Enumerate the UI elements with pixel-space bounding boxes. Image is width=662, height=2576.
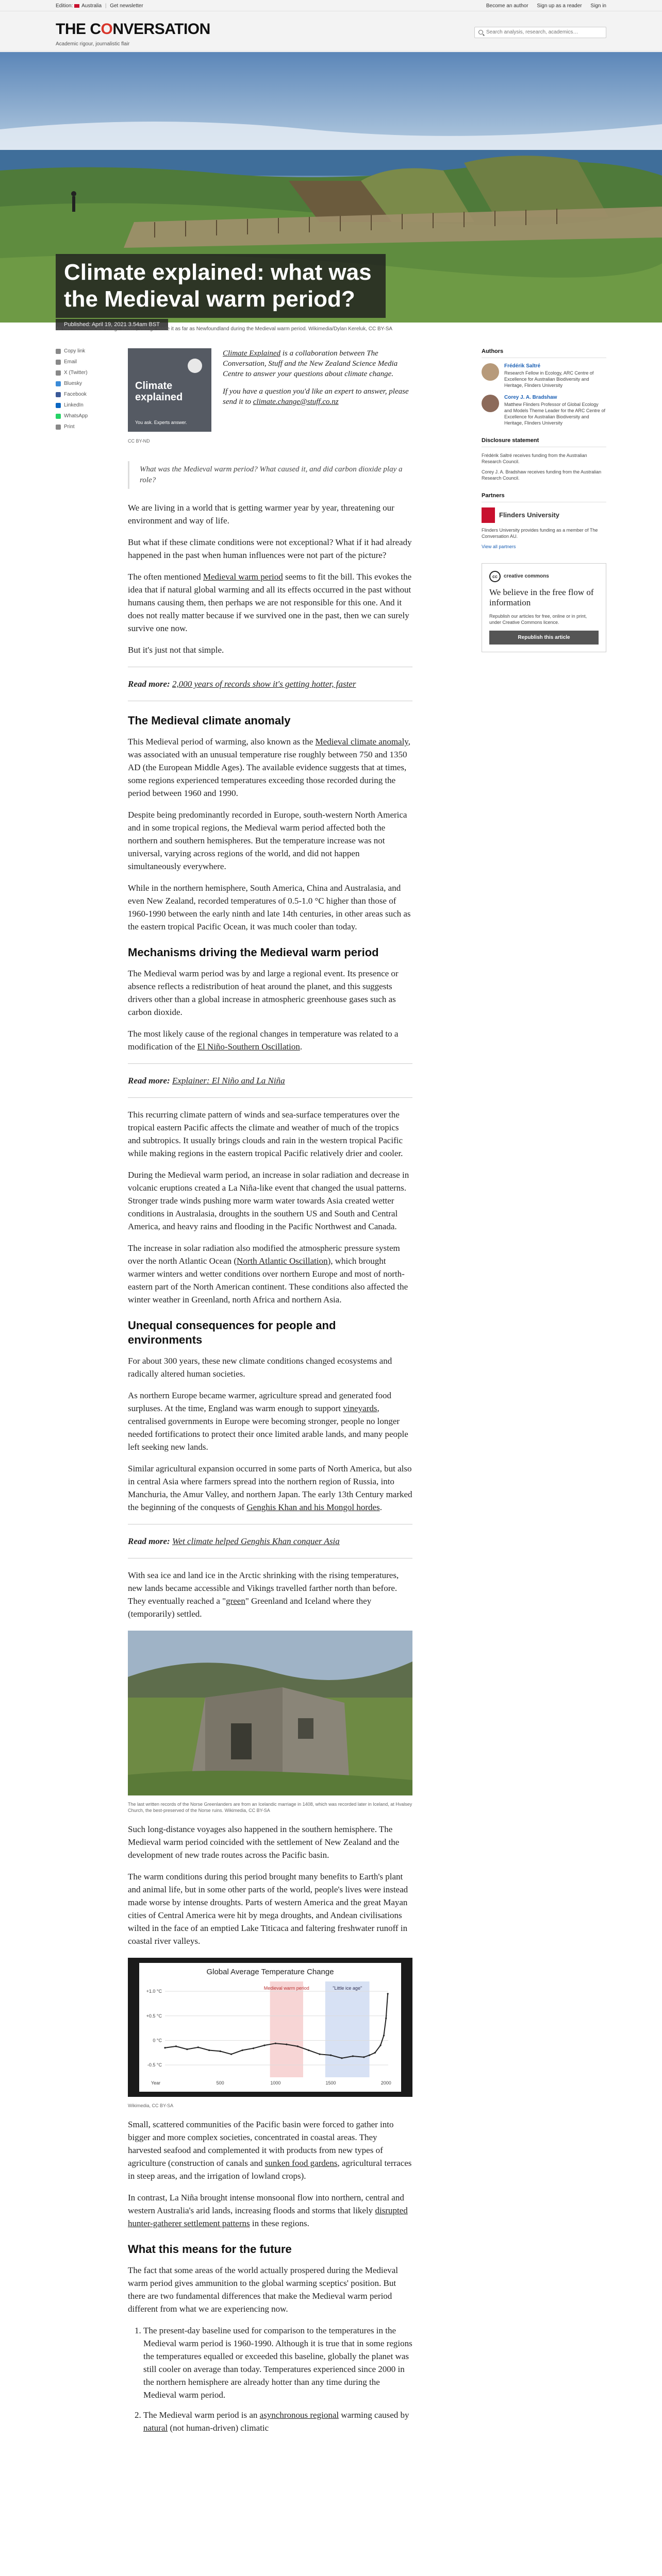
unequal-paragraph-1: For about 300 years, these new climate conditions changed ecosystems and radically altered human societies. — [128, 1356, 392, 1379]
creative-commons-logo — [489, 571, 599, 582]
search-input[interactable] — [474, 27, 606, 38]
promo-question-text: If you have a question you'd like an expert to answer, please send it to — [223, 387, 409, 406]
hunter-gatherer-link[interactable]: disrupted hunter-gatherer settlement patterns — [128, 2206, 408, 2228]
temperature-data-point — [164, 2047, 166, 2048]
view-partners-link[interactable]: View all partners — [482, 544, 516, 549]
temperature-data-point — [208, 2049, 210, 2051]
search-placeholder: Search analysis, research, academics… — [486, 29, 578, 35]
x-tick-label: 1500 — [325, 2080, 336, 2086]
temperature-chart[interactable] — [128, 1958, 412, 2097]
whatsapp-icon — [56, 414, 61, 419]
natural-link[interactable]: natural — [143, 2423, 168, 2433]
green-greenland-link[interactable]: green — [226, 1596, 245, 1606]
mechanisms-paragraph-3: This recurring climate pattern of winds and sea-surface temperatures over the tropical eastern Pacific affects the climate and weather of much of the tropics and subtropics. It usually brings clouds and rain in the western tropical Pacific while making regions in the eastern tropical Pacific relatively drier and cooler. — [128, 1110, 403, 1158]
x-tick-label: Year — [151, 2080, 161, 2086]
logo-text-left: THE C — [56, 21, 101, 38]
medieval-warm-band — [270, 1981, 303, 2077]
read-more-3-link[interactable]: Wet climate helped Genghis Khan conquer Asia — [172, 1536, 340, 1546]
x-tick-label: 2000 — [380, 2080, 391, 2086]
top-utility-bar — [0, 0, 662, 11]
author-avatar — [482, 363, 499, 381]
read-more-2: Read more: Explainer: El Niño and La Niña — [128, 1076, 285, 1086]
temperature-data-point — [297, 2045, 299, 2047]
intro-paragraph-2: But what if these climate conditions were not exceptional? What if it had already happened in the past when human influences were not part of the picture? — [128, 537, 412, 560]
become-author-link[interactable]: Become an author — [486, 3, 528, 9]
mechanisms-paragraph-5: The increase in solar radiation also modified the atmospheric pressure system over the north Atlantic Ocean (North Atlantic Oscillation), which brought warmer winters and wetter conditions over northern Europe and most of north-eastern part of the North American continent. These conditions also affected the winter weather in Greenland, north Africa and northern Asia. — [128, 1243, 408, 1304]
partner-text: Flinders University provides funding as a member of The Conversation AU. — [482, 528, 598, 539]
partners-heading: Partners — [482, 493, 606, 502]
published-date: Published: April 19, 2021 3.54am BST — [56, 319, 168, 330]
creative-commons-icon: cc — [489, 571, 501, 582]
unequal-paragraph-5: Such long-distance voyages also happened in the southern hemisphere. The Medieval warm period coincided with the settlement of New Zealand and the development of new trade routes across the Pacific basin. — [128, 1824, 400, 1860]
vineyards-link[interactable]: vineyards — [343, 1403, 377, 1413]
y-tick-label: +1.0 °C — [146, 1989, 162, 1994]
promo-description: is a collaboration between The Conversation, Stuff and the New Zealand Science Media Centre to answer your questions about climate change. — [223, 349, 398, 378]
x-icon — [56, 370, 61, 376]
temperature-chart-figure — [128, 1958, 412, 2109]
sign-in-link[interactable]: Sign in — [590, 3, 606, 9]
temperature-data-point — [308, 2049, 309, 2051]
read-more-3: Read more: Wet climate helped Genghis Khan conquer Asia — [128, 1536, 340, 1546]
temperature-data-point — [363, 2056, 365, 2058]
future-list-item-2: 2. The Medieval warm period is an asynchronous regional warming caused by natural (not human-driven) climatic — [143, 2409, 412, 2434]
republish-button[interactable]: Republish this article — [489, 631, 599, 645]
disclosure-heading: Disclosure statement — [482, 437, 606, 447]
mechanisms-paragraph-1: The Medieval warm period was by and large a regional event. Its presence or absence reflects a redistribution of heat around the planet, and this suggests drivers other than a global increase in atmospheric greenhouse gases such as carbon dioxide. — [128, 969, 399, 1017]
author-description: Matthew Flinders Professor of Global Ecology and Models Theme Leader for the ARC Centre of Excellence for Australian Biodiversity and Heritage, Flinders University — [504, 402, 605, 426]
temperature-data-point — [220, 2050, 221, 2052]
temperature-data-point — [230, 2054, 232, 2055]
disclosure-text: Frédérik Saltré receives funding from the Australian Research Council. — [482, 453, 587, 464]
republish-text: Republish our articles for free, online or in print, under Creative Commons licence. — [489, 614, 587, 625]
author-name[interactable]: Corey J. A. Bradshaw — [504, 395, 557, 400]
future-list-item-1: 1. The present-day baseline used for comparison to the temperatures in the Medieval warm period is 1960-1990. Although it is true that in some regions the temperatures equalled or exceeded this baseline, globally the planet was still cooler on average than today. Temperatures experienced since 2000 in the northern hemisphere are already hotter than any time during the Medieval warm period. — [143, 2324, 412, 2401]
share-column — [56, 348, 97, 435]
hero-caption: As this reconstructed village shows, Vikings made it as far as Newfoundland during the Medieval warm period. Wikimedia/Dylan Kereluk, CC BY-SA — [56, 326, 393, 332]
unequal-paragraph-8: In contrast, La Niña brought intense monsoonal flow into northern, central and western Australia's arid lands, increasing floods and storms that likely disrupted hunter-gatherer settlement patterns in these regions. — [128, 2193, 408, 2228]
climate-explained-promo — [128, 348, 412, 432]
climate-explained-link[interactable]: Climate Explained — [223, 349, 281, 358]
temperature-data-point — [286, 2043, 287, 2045]
temperature-data-point — [186, 2048, 188, 2050]
x-tick-label: 1000 — [270, 2080, 281, 2086]
unequal-paragraph-6: The warm conditions during this period brought many benefits to Earth's plant and animal life, but in some other parts of the world, people's lives were instead made worse by intense droughts. Parts of western America and the great Mayan cities of Central America were hit by mega droughts, and Andean civilisations wilted in the face of an emptied Lake Titicaca and faltering freshwater runoff in coastal river valleys. — [128, 1872, 408, 1946]
email-icon — [56, 360, 61, 365]
intro-paragraph-1: We are living in a world that is getting warmer year by year, threatening our environment and way of life. — [128, 503, 394, 526]
site-header — [0, 11, 662, 52]
author-name[interactable]: Frédérik Saltré — [504, 363, 541, 369]
climate-explained-image — [128, 348, 211, 432]
north-atlantic-oscillation-link[interactable]: North Atlantic Oscillation — [237, 1256, 328, 1266]
read-more-1-link[interactable]: 2,000 years of records show it's getting hotter, faster — [172, 679, 356, 689]
genghis-khan-link[interactable]: Genghis Khan and his Mongol hordes — [246, 1502, 380, 1512]
share-whatsapp[interactable] — [56, 413, 97, 419]
author-description: Research Fellow in Ecology, ARC Centre of Excellence for Australian Biodiversity and Heritage, Flinders University — [504, 370, 594, 388]
republish-blurb: We believe in the free flow of information — [489, 587, 594, 607]
annotation-little-ice-age: "Little ice age" — [333, 1986, 362, 1991]
link-icon — [56, 349, 61, 354]
y-tick-label: 0 °C — [153, 2038, 162, 2043]
share-label: Email — [64, 359, 77, 365]
annotation-medieval-warm-period: Medieval warm period — [263, 1986, 309, 1991]
climate-email-link[interactable]: climate.change@stuff.co.nz — [253, 398, 339, 406]
disclosure-block — [482, 437, 606, 481]
promo-license: CC BY-ND — [128, 438, 150, 444]
intro-paragraph-3: The often mentioned Medieval warm period seems to fit the bill. This evokes the idea that if natural global warming and all its effects occurred in the past without humans causing them, then perhaps we are not responsible for this one. And it does not really matter because if we survived one in the past, then we can surely survive one now. — [128, 572, 412, 633]
share-label: Print — [64, 424, 75, 430]
read-more-2-link[interactable]: Explainer: El Niño and La Niña — [172, 1076, 285, 1086]
authors-heading: Authors — [482, 348, 606, 358]
medieval-warm-period-link[interactable]: Medieval warm period — [203, 572, 283, 582]
hvalsey-church-figure — [128, 1631, 412, 1814]
article-sidebar — [482, 348, 606, 652]
moon-icon — [188, 359, 202, 373]
site-logo[interactable] — [56, 21, 210, 38]
temperature-data-point — [379, 2044, 381, 2046]
republish-box — [482, 563, 606, 652]
share-label: LinkedIn — [64, 402, 84, 408]
article-title: Climate explained: what was the Medieval warm period? — [56, 254, 386, 318]
share-facebook[interactable] — [56, 392, 97, 397]
temperature-data-point — [319, 2054, 320, 2055]
temperature-data-point — [369, 2054, 370, 2056]
linkedin-icon — [56, 403, 61, 408]
temperature-data-point — [241, 2049, 243, 2051]
edition-selector[interactable]: Edition: Australia | Get newsletter — [56, 3, 143, 9]
temperature-data-point — [385, 2018, 387, 2019]
hero-image — [0, 52, 662, 328]
el-nino-southern-oscillation-link[interactable]: El Niño-Southern Oscillation — [197, 1042, 300, 1052]
reader-question: What was the Medieval warm period? What caused it, and did carbon dioxide play a role? — [128, 461, 412, 489]
unequal-paragraph-4: With sea ice and land ice in the Arctic shrinking with the rising temperatures, new lands became accessible and Vikings travelled farther north than before. They eventually reached a "green" Greenland and Iceland where they (temporarily) settled. — [128, 1570, 399, 1619]
heading-anomaly: The Medieval climate anomaly — [128, 714, 291, 727]
future-paragraph-1: The fact that some areas of the world actually prospered during the Medieval warm period gives ammunition to the global warming sceptics' position. But there are two fundamental differences that make the Medieval warm period different from what we are experiencing now. — [128, 2265, 398, 2314]
edition-label: Edition: — [56, 3, 73, 9]
temperature-data-point — [387, 1993, 389, 1994]
promo-image-subtitle: You ask. Experts answer. — [135, 420, 187, 425]
share-label: Copy link — [64, 348, 86, 354]
temperature-data-point — [175, 2045, 177, 2047]
read-more-1: Read more: 2,000 years of records show it's getting hotter, faster — [128, 679, 356, 689]
intro-paragraph-4: But it's just not that simple. — [128, 645, 224, 655]
promo-text — [211, 348, 412, 432]
disclosure-text: Corey J. A. Bradshaw receives funding from the Australian Research Council. — [482, 469, 602, 481]
temperature-data-point — [253, 2047, 254, 2049]
unequal-paragraph-3: Similar agricultural expansion occurred in some parts of North America, but also in central Asia where farmers spread into the northern region of Russia, into Manchuria, the Amur Valley, and northern Japan. The early 13th Century marked the beginning of the conquests of Genghis Khan and his Mongol hordes. — [128, 1464, 412, 1512]
heading-mechanisms: Mechanisms driving the Medieval warm period — [128, 946, 379, 959]
anomaly-paragraph-2: Despite being predominantly recorded in Europe, south-western North America and in some tropical regions, the Medieval warm period affected both the northern and southern hemispheres. But the temperature increase was not universal, varying across regions of the world, and did not happen simultaneously everywhere. — [128, 810, 407, 871]
site-tagline: Academic rigour, journalistic flair — [56, 41, 130, 47]
temperature-data-point — [352, 2055, 354, 2057]
share-print[interactable] — [56, 424, 97, 430]
heading-unequal: Unequal consequences for people and environments — [128, 1319, 336, 1346]
chart-title: Global Average Temperature Change — [206, 1968, 334, 1976]
anomaly-paragraph-3: While in the northern hemisphere, South America, China and Australasia, and even New Zealand, recorded temperatures of 0.5-1.0 °C higher than those of 1960-1990 between the early ninth and late 14th centuries, in other areas such as the eastern tropical Pacific Ocean, it was much cooler than today. — [128, 883, 411, 931]
get-newsletter-link[interactable]: Get newsletter — [110, 3, 143, 9]
share-email[interactable] — [56, 359, 97, 365]
bluesky-icon — [56, 381, 61, 386]
medieval-climate-anomaly-link[interactable]: Medieval climate anomaly — [315, 737, 408, 747]
facebook-icon — [56, 392, 61, 397]
x-tick-label: 500 — [216, 2080, 224, 2086]
temperature-data-point — [330, 2054, 332, 2056]
share-copy-link[interactable] — [56, 348, 97, 354]
author-card[interactable] — [482, 363, 606, 388]
flinders-logo[interactable] — [482, 507, 606, 523]
temperature-data-point — [275, 2043, 276, 2044]
mechanisms-paragraph-4: During the Medieval warm period, an increase in solar radiation and decrease in volcanic eruptions created a La Niña-like event that changed the usual patterns. Stronger trade winds pushing more warm water towards Asia created wetter conditions in Australasia, droughts in the southern US and South and Central America, and heavy rains and flooding in the Pacific Northwest and Canada. — [128, 1170, 409, 1231]
temperature-data-point — [341, 2057, 342, 2059]
temperature-data-point — [383, 2035, 385, 2036]
chart-caption: Wikimedia, CC BY-SA — [128, 2103, 174, 2108]
share-label: WhatsApp — [64, 413, 88, 419]
temperature-data-point — [374, 2052, 376, 2054]
partners-block — [482, 493, 606, 550]
unequal-paragraph-7: Small, scattered communities of the Pacific basin were forced to gather into bigger and more complex societies, concentrated in coastal areas. They harvested seafood and complemented it with products from new types of agriculture (construction of canals and sunken food gardens, agricultural terraces in steep areas, and the irrigation of lowland crops). — [128, 2120, 412, 2181]
edition-value: Australia — [81, 3, 102, 9]
author-avatar — [482, 395, 499, 412]
search-icon — [478, 30, 483, 35]
temperature-data-point — [263, 2044, 265, 2046]
share-label: Bluesky — [64, 381, 82, 386]
share-twitter[interactable] — [56, 370, 97, 376]
creative-commons-text: creative commons — [504, 573, 549, 579]
y-tick-label: +0.5 °C — [146, 2013, 162, 2019]
future-list — [128, 2324, 412, 2434]
y-tick-label: -0.5 °C — [147, 2062, 162, 2068]
unequal-paragraph-2: As northern Europe became warmer, agriculture spread and generated food surpluses. At the time, England was warm enough to support vineyards, centralised governments in Europe were becoming stronger, people no longer needed fortifications to protect their once limited arable lands, and many people left seeking new lands. — [128, 1391, 408, 1452]
hvalsey-church-photo[interactable] — [128, 1631, 412, 1795]
anomaly-paragraph-1: This Medieval period of warming, also known as the Medieval climate anomaly, was associated with an unusual temperature rise roughly between 750 and 1350 AD (the European Middle Ages). The available evidence suggests that at times, some regions experienced temperatures exceeding those recorded during the period between 1960 and 1990. — [128, 737, 410, 798]
share-label: X (Twitter) — [64, 370, 88, 376]
author-card[interactable] — [482, 395, 606, 426]
print-icon — [56, 425, 61, 430]
mechanisms-paragraph-2: The most likely cause of the regional changes in temperature was related to a modification of the El Niño-Southern Oscillation. — [128, 1029, 399, 1052]
article-body — [128, 348, 412, 2442]
temperature-data-point — [197, 2046, 199, 2048]
little-ice-age-band — [325, 1981, 370, 2077]
share-linkedin[interactable] — [56, 402, 97, 408]
flinders-logo-icon — [482, 507, 495, 523]
share-bluesky[interactable] — [56, 381, 97, 386]
sunken-food-gardens-link[interactable]: sunken food gardens — [264, 2158, 338, 2168]
asynchronous-regional-link[interactable]: asynchronous regional — [259, 2410, 339, 2420]
hvalsey-church-caption: The last written records of the Norse Greenlanders are from an Icelandic marriage in 1408, which was recorded later in Iceland, at Hvalsey Church, the best-preserved of the Norse ruins. Wikimedia, CC BY-SA — [128, 1802, 412, 1813]
partner-name: Flinders University — [499, 511, 560, 519]
promo-image-title: Climate explained — [135, 380, 183, 403]
logo-text-right: NVERSATION — [112, 21, 210, 38]
heading-future: What this means for the future — [128, 2243, 292, 2256]
sign-up-link[interactable]: Sign up as a reader — [537, 3, 582, 9]
australia-flag-icon — [74, 4, 79, 8]
logo-o: O — [101, 21, 113, 38]
share-label: Facebook — [64, 392, 87, 397]
